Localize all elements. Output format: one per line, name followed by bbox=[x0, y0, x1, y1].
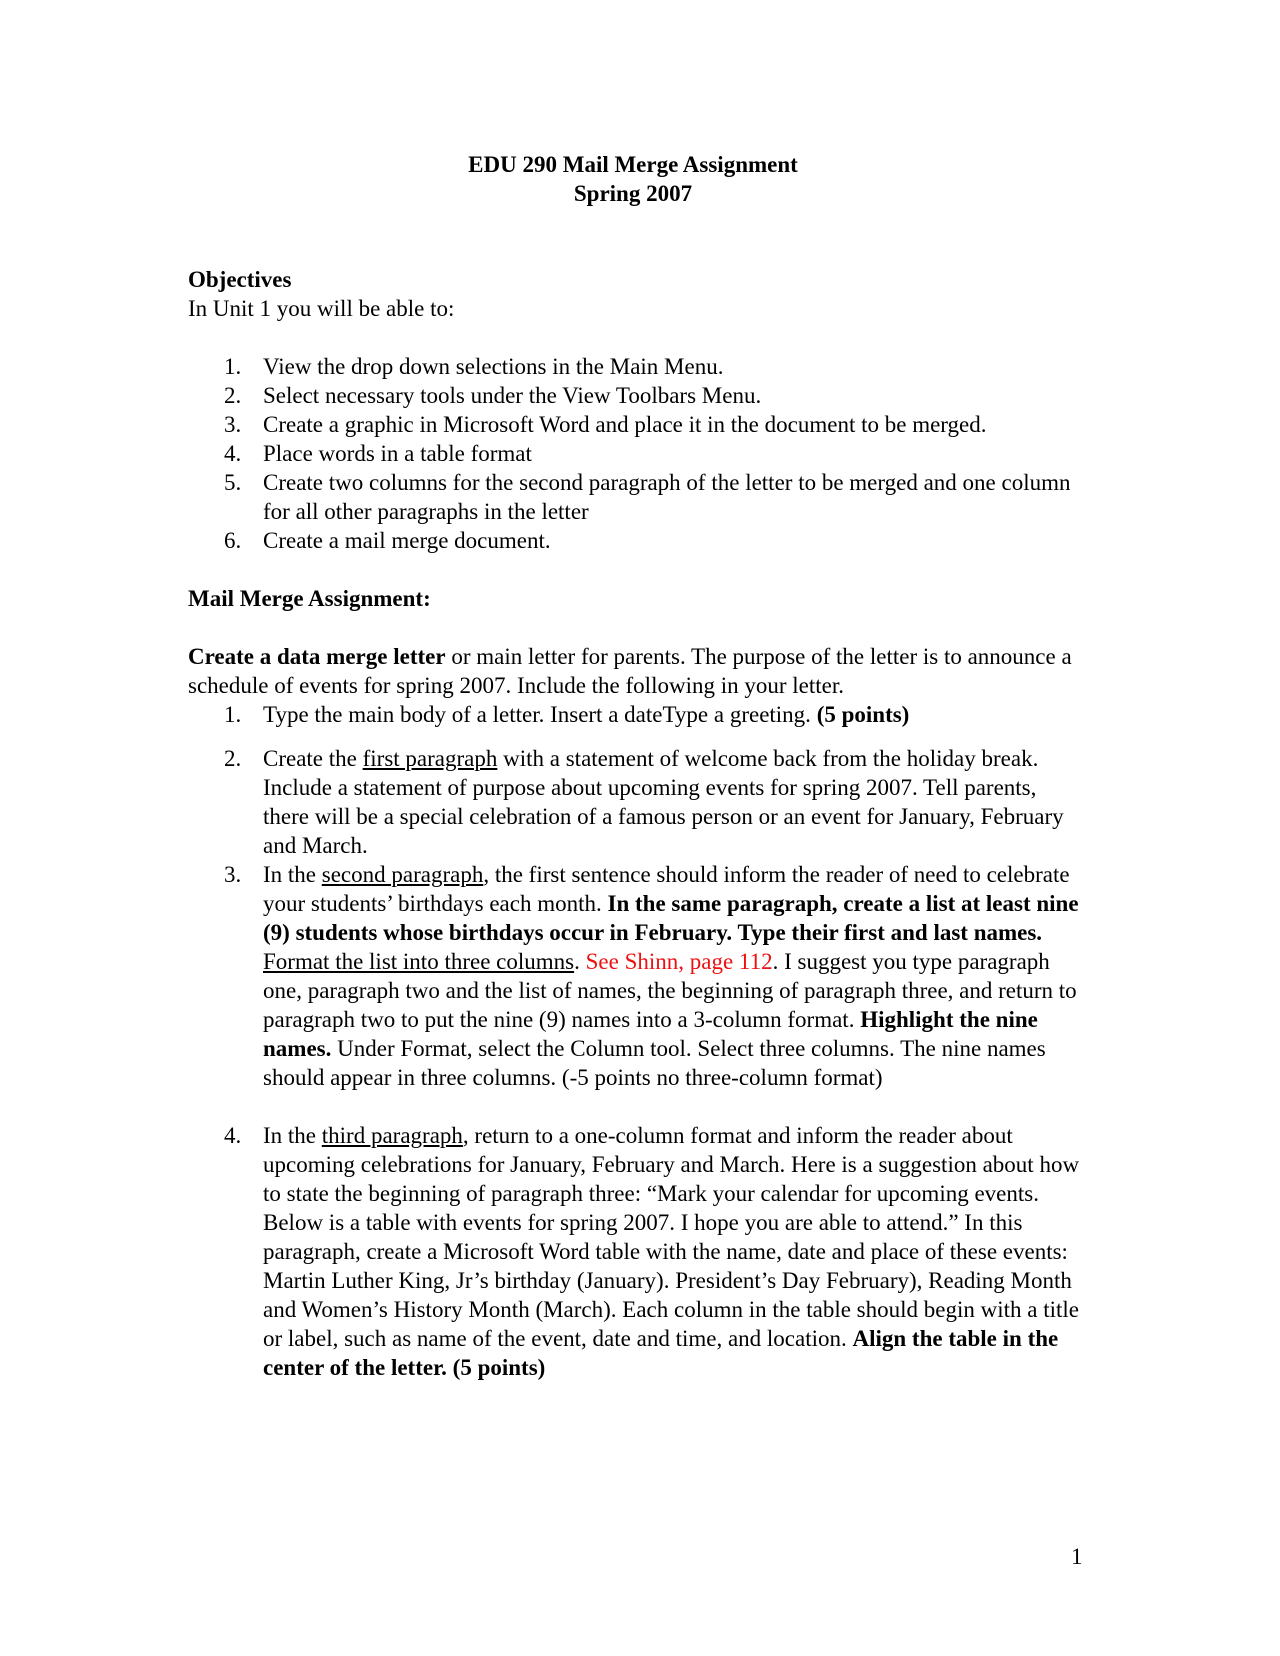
second-paragraph-term: second paragraph bbox=[321, 862, 484, 887]
first-paragraph-term: first paragraph bbox=[362, 746, 498, 771]
objectives-heading: Objectives bbox=[188, 267, 292, 292]
assignment-item-2: 2. Create the first paragraph with a statement of welcome back from the holiday break. Include a statement of purpose about upcoming events for spring 2007. Tell parents, there will be a special celebration of a famous person or an event for January, February and March. bbox=[224, 746, 1064, 858]
assignment-item-4: 4. In the third paragraph, return to a one-column format and inform the reader about upcoming celebrations for January, February and March. Here is a suggestion about how to state the beginning of paragraph three: “Mark your calendar for upcoming events. Below is a table with events for spring 2007. I hope you are able to attend.” In this paragraph, create a Microsoft Word table with the name, date and place of these events: Martin Luther King, Jr’s birthday (January). President’s Day February), Reading Month and Women’s History Month (March). Each column in the table should begin with a title or label, such as name of the event, date and time, and location. Align the table in the center of the letter. (5 points) bbox=[224, 1123, 1080, 1380]
assignment-heading: Mail Merge Assignment: bbox=[188, 586, 431, 611]
objectives-intro: In Unit 1 you will be able to: bbox=[188, 296, 455, 321]
page-number: 1 bbox=[1071, 1544, 1083, 1569]
format-columns-instruction: Format the list into three columns bbox=[263, 949, 575, 974]
objective-item: 6. Create a mail merge document. bbox=[224, 528, 551, 553]
title-line-1: EDU 290 Mail Merge Assignment bbox=[468, 152, 798, 177]
shinn-reference: See Shinn, page 112 bbox=[585, 949, 773, 974]
assignment-item-3: 3. In the second paragraph, the first sentence should inform the reader of need to celebrate your students’ birthdays each month. In the same paragraph, create a list at least nine (9) students whose birthdays occur in February. Type their first and last names. Format the list into three columns. See Shinn, page 112. I suggest you type paragraph one, paragraph two and the list of names, the beginning of paragraph three, and return to paragraph two to put the nine (9) names into a 3-column format. Highlight the nine names. Under Format, select the Column tool. Select three columns. The nine names should appear in three columns. (-5 points no three-column format) bbox=[224, 862, 1079, 1090]
document-page bbox=[188, 150, 1088, 1382]
objectives-list bbox=[188, 352, 1088, 555]
assignment-intro: Create a data merge letter or main letter for parents. The purpose of the letter is to announce a schedule of events for spring 2007. Include the following in your letter. bbox=[188, 644, 1072, 698]
title-line-2: Spring 2007 bbox=[573, 181, 693, 206]
assignment-list bbox=[188, 700, 1088, 1382]
objective-item: 2. Select necessary tools under the View Toolbars Menu. bbox=[224, 383, 762, 408]
objective-item: 5. Create two columns for the second paragraph of the letter to be merged and one column for all other paragraphs in the letter bbox=[224, 470, 1071, 524]
objective-item: 1. View the drop down selections in the Main Menu. bbox=[224, 354, 724, 379]
third-paragraph-term: third paragraph bbox=[321, 1123, 463, 1148]
assignment-item-1: 1. Type the main body of a letter. Insert a dateType a greeting. (5 points) bbox=[224, 702, 910, 727]
objective-item: 3. Create a graphic in Microsoft Word and place it in the document to be merged. bbox=[224, 412, 987, 437]
document-title bbox=[178, 150, 1088, 208]
objective-item: 4. Place words in a table format bbox=[224, 441, 532, 466]
